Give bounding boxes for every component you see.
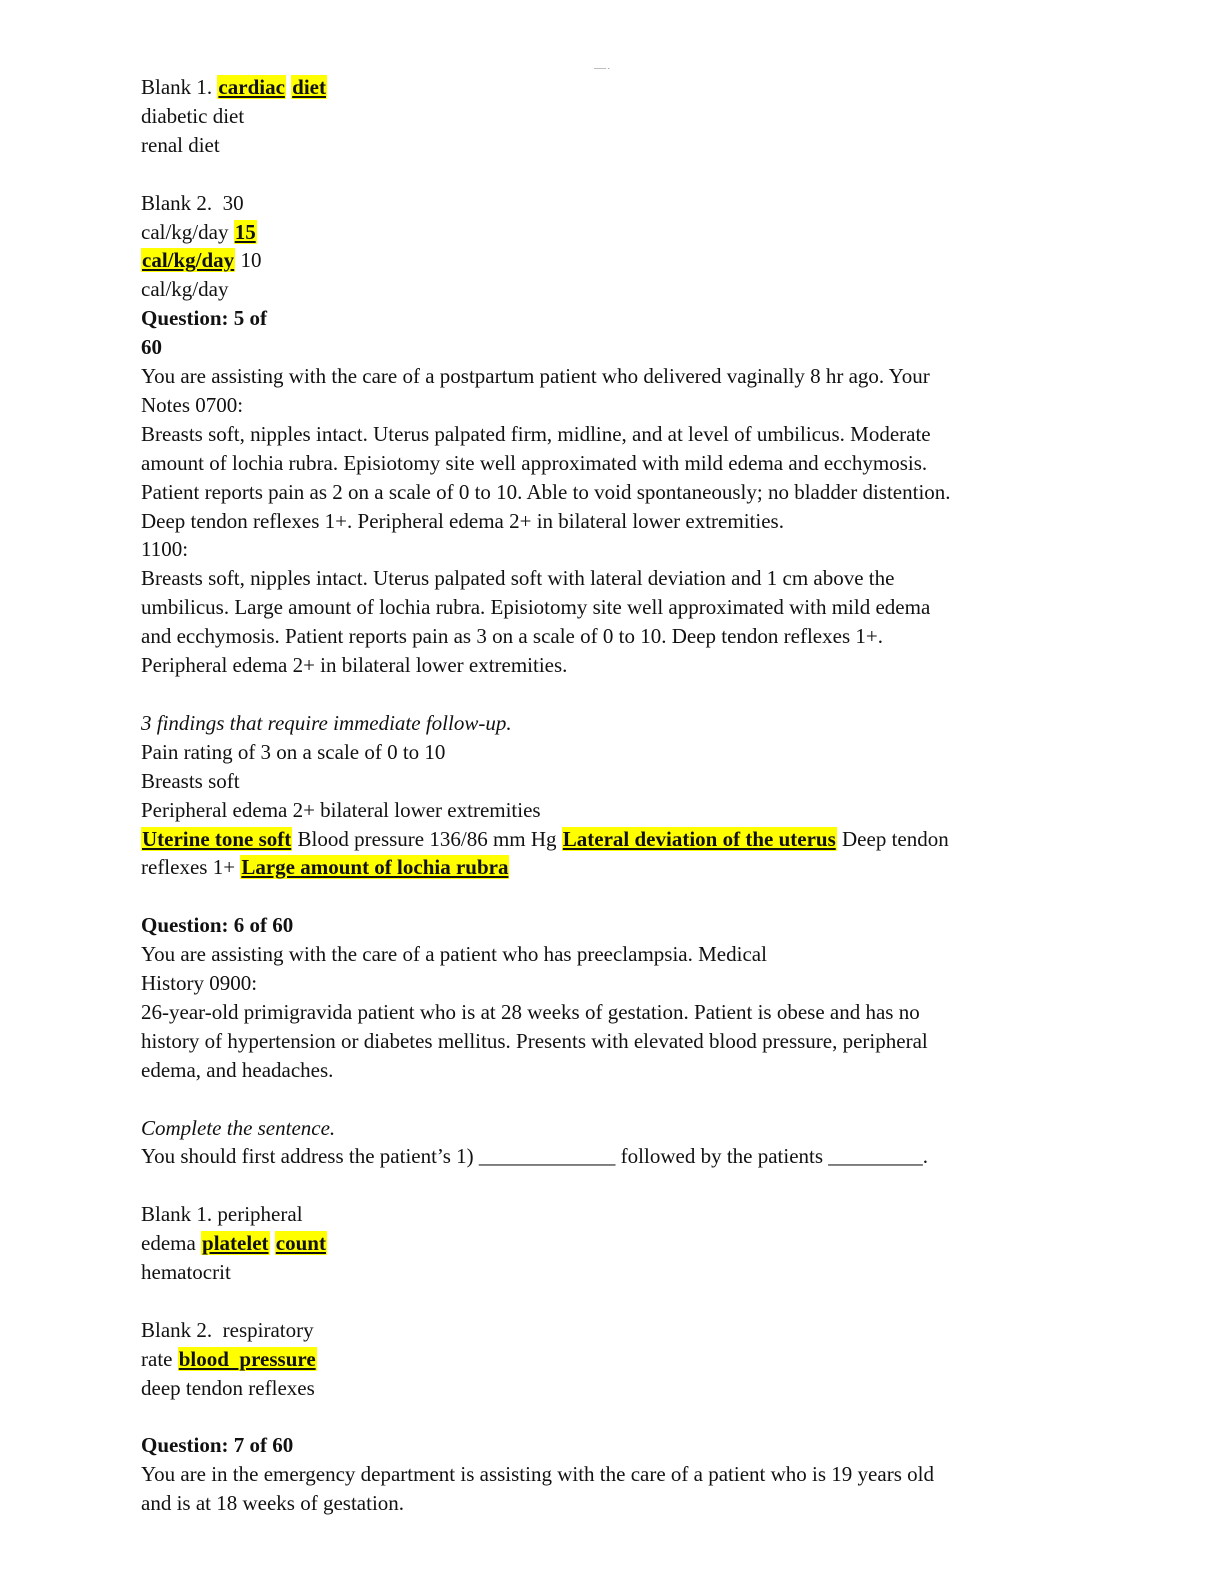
q6-blank1-line bbox=[141, 1229, 1071, 1258]
q4-blank1-line bbox=[141, 73, 1071, 102]
q5-option-line bbox=[141, 853, 1071, 882]
q6-history: history of hypertension or diabetes mellitus. Presents with elevated blood pressure, peripheral bbox=[141, 1028, 928, 1053]
q5-note-1100: umbilicus. Large amount of lochia rubra. Episiotomy site well approximated with mild edema bbox=[141, 595, 931, 620]
q4-blank2-answer-value: 15 bbox=[234, 219, 256, 244]
q5-note-1100: and ecchymosis. Patient reports pain as 3 on a scale of 0 to 10. Deep tendon reflexes 1+. bbox=[141, 624, 883, 649]
q6-blank2-text: rate bbox=[141, 1346, 178, 1371]
q7-header: Question: 7 of 60 bbox=[141, 1433, 294, 1458]
q4-blank1-answer-a: cardiac bbox=[218, 75, 285, 99]
q6-blank2-line: deep tendon reflexes bbox=[141, 1375, 315, 1400]
q5-option: Blood pressure 136/86 mm Hg bbox=[292, 826, 562, 851]
q5-answer-lochia: Large amount of lochia rubra bbox=[241, 855, 509, 880]
q6-blank2-answer: blood pressure bbox=[178, 1346, 316, 1371]
header-mark: ------ - bbox=[594, 66, 610, 72]
q5-intro: Notes 0700: bbox=[141, 392, 244, 417]
q5-note-0700: Deep tendon reflexes 1+. Peripheral edema 2+ in bilateral lower extremities. bbox=[141, 508, 784, 533]
q5-note-1100: Peripheral edema 2+ in bilateral lower extremities. bbox=[141, 653, 568, 678]
q5-option: Peripheral edema 2+ bilateral lower extremities bbox=[141, 797, 541, 822]
q6-blank1-line: Blank 1. peripheral bbox=[141, 1202, 303, 1227]
q6-blank1-answer-a: platelet bbox=[202, 1231, 269, 1256]
q7-intro: You are in the emergency department is assisting with the care of a patient who is 19 years old bbox=[141, 1462, 934, 1487]
q6-history: 26-year-old primigravida patient who is at 28 weeks of gestation. Patient is obese and has no bbox=[141, 999, 920, 1024]
q6-intro: History 0900: bbox=[141, 971, 258, 996]
q4-blank2-line bbox=[141, 218, 1071, 247]
q5-note-1100: Breasts soft, nipples intact. Uterus palpated soft with lateral deviation and 1 cm above the bbox=[141, 566, 895, 591]
q4-blank2-line: cal/kg/day bbox=[141, 277, 229, 302]
q4-blank2-line: Blank 2. 30 bbox=[141, 190, 244, 215]
q7-intro: and is at 18 weeks of gestation. bbox=[141, 1491, 405, 1516]
q5-option: Deep tendon bbox=[836, 826, 949, 851]
q6-header: Question: 6 of 60 bbox=[141, 913, 294, 938]
q6-blank1-line: hematocrit bbox=[141, 1260, 231, 1285]
q5-answer-lateral-deviation: Lateral deviation of the uterus bbox=[562, 826, 836, 851]
q5-note-0700: Breasts soft, nipples intact. Uterus palpated firm, midline, and at level of umbilicus. Moderate bbox=[141, 421, 931, 446]
q6-blank1-text: edema bbox=[141, 1231, 202, 1256]
q4-blank1-option: diabetic diet bbox=[141, 103, 245, 128]
q5-note-0700: Patient reports pain as 2 on a scale of 0 to 10. Able to void spontaneously; no bladder distention. bbox=[141, 479, 951, 504]
q5-header: 60 bbox=[141, 335, 162, 360]
q6-blank2-line: Blank 2. respiratory bbox=[141, 1317, 314, 1342]
q5-option: Pain rating of 3 on a scale of 0 to 10 bbox=[141, 739, 446, 764]
q5-instruction: 3 findings that require immediate follow-up. bbox=[141, 710, 512, 735]
q5-option: reflexes 1+ bbox=[141, 855, 241, 880]
q5-intro: You are assisting with the care of a postpartum patient who delivered vaginally 8 hr ago. Your bbox=[141, 364, 930, 389]
q4-blank1-option: renal diet bbox=[141, 132, 220, 157]
q5-option: Breasts soft bbox=[141, 768, 240, 793]
q6-instruction: Complete the sentence. bbox=[141, 1115, 336, 1140]
q5-time-1100: 1100: bbox=[141, 537, 189, 562]
q6-blank1-answer-b: count bbox=[275, 1231, 326, 1256]
q5-option-line bbox=[141, 825, 1071, 854]
q4-blank1-prefix: Blank 1. bbox=[141, 75, 218, 99]
q4-blank1-answer-b: diet bbox=[292, 75, 326, 99]
q4-blank2-text: cal/kg/day bbox=[141, 219, 234, 244]
document-page bbox=[141, 73, 1071, 1518]
q6-blank2-line bbox=[141, 1345, 1071, 1374]
q4-blank2-line bbox=[141, 246, 1071, 275]
q6-sentence: You should first address the patient’s 1) _____________ followed by the patients _________. bbox=[141, 1144, 929, 1169]
q5-note-0700: amount of lochia rubra. Episiotomy site well approximated with mild edema and ecchymosis. bbox=[141, 450, 928, 475]
q6-intro: You are assisting with the care of a patient who has preeclampsia. Medical bbox=[141, 942, 767, 967]
q5-header: Question: 5 of bbox=[141, 306, 267, 331]
q4-blank2-text: 10 bbox=[235, 248, 262, 273]
q6-history: edema, and headaches. bbox=[141, 1057, 334, 1082]
q4-blank2-answer-unit: cal/kg/day bbox=[142, 248, 235, 273]
q5-answer-uterine-tone: Uterine tone soft bbox=[142, 826, 292, 851]
